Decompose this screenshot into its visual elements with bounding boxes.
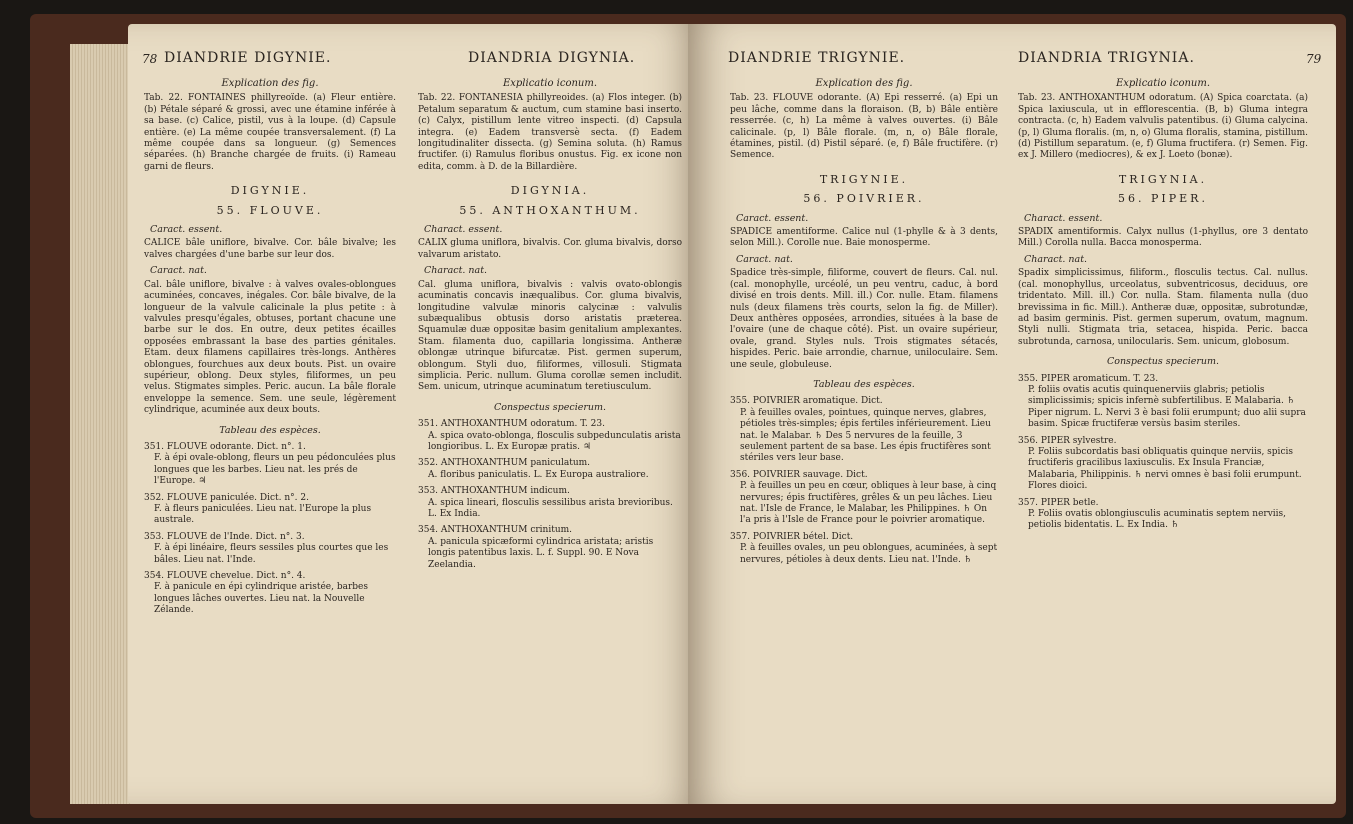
species-entry: 356. POIVRIER sauvage. Dict. P. à feuilles un peu en cœur, obliques à leur base, à cinq nervures; épis fructifères, grêles & un peu lâches. Lieu nat. l'Isle de France, le Malabar, les Philippines. ♄ On l'a pris à l'Isle de France pour le poivrier aromatique. xyxy=(730,469,997,526)
species-entry: 357. PIPER betle. P. Foliis ovatis oblongiusculis acuminatis septem nerviis, petiolis bidentatis. L. Ex India. ♄ xyxy=(1018,497,1287,531)
species-table-heading: Conspectus specierum. xyxy=(1106,356,1220,368)
essential-char-text: SPADICE amentiforme. Calice nul (1-phylle & à 3 dents, selon Mill.). Corolle nue. Baie monosperme. xyxy=(730,227,998,249)
species-entry: 351. FLOUVE odorante. Dict. n°. 1. F. à épi ovale-oblong, fleurs un peu pédonculées plus longues que les barbes. Lieu nat. les prés de l'Europe. ♃ xyxy=(144,441,396,487)
french-column xyxy=(144,78,396,622)
genus-heading: 55. ANTHOXANTHUM. xyxy=(459,203,641,217)
species-table-heading: Tableau des espèces. xyxy=(219,424,321,436)
natural-char-heading: Charact. nat. xyxy=(424,265,488,277)
french-column xyxy=(730,78,998,571)
natural-char-text: Cal. bâle uniflore, bivalve : à valves ovales-oblongues acuminées, concaves, inégales. Cor. bâle bivalve, de la longueur de la valvule calicinale la plus petite : à valvules presqu'égales, obtuses, portant chacune une barbe sur le dos. En outre, deux petites écailles opposées embrassant la base des parties génitales. Etam. deux filamens capillaires très-longs. Anthères oblongues, fourchues aux deux bouts. Pist. un ovaire supérieur, oblong. Deux styles, filiformes, un peu velus. Stigmates simples. Peric. aucun. La bâle florale enveloppe la semence. Sem. une seule, légèrement cylindrique, acuminée aux deux bouts. xyxy=(144,279,396,416)
explication-heading: Explication des fig. xyxy=(815,78,913,89)
natural-char-heading: Charact. nat. xyxy=(1024,253,1088,265)
species-entry: 355. PIPER aromaticum. T. 23. P. foliis ovatis acutis quinquenerviis glabris; petiolis simplicissimis; spicis infernè subfertilibus. E Malabaria. ♄ Piper nigrum. L. Nervi 3 è basi folii erumpunt; duo alii supra basim. Spicæ fructiferæ versùs basim steriles. xyxy=(1018,373,1306,430)
latin-column xyxy=(418,78,682,576)
species-entry: 352. FLOUVE paniculée. Dict. n°. 2. F. à fleurs paniculées. Lieu nat. l'Europe la plus australe. xyxy=(144,492,372,526)
species-table-heading: Tableau des espèces. xyxy=(813,378,915,390)
explication-heading: Explication des fig. xyxy=(221,78,319,89)
essential-char-heading: Caract. essent. xyxy=(150,224,223,236)
order-heading: TRIGYNIE. xyxy=(819,172,909,186)
plate-caption: Tab. 23. FLOUVE odorante. (A) Epi resserré. (a) Epi un peu lâche, comme dans la floraison. (B, b) Bâle entière resserrée. (c, h) La même à valves ouvertes. (i) Bâle calicinale. (p, l) Bâle florale. (m, n, o) Bâle florale, étamines, pistil. (d) Pistil séparé. (e, f) Bâle fructifère. (r) Semence. xyxy=(730,93,998,161)
natural-char-heading: Caract. nat. xyxy=(150,265,207,277)
species-entry: 351. ANTHOXANTHUM odoratum. T. 23. A. spica ovato-oblonga, flosculis subpedunculatis arista longioribus. L. Ex Europæ pratis. ♃ xyxy=(418,419,681,452)
species-entry: 356. PIPER sylvestre. P. Foliis subcordatis basi obliquatis quinque nerviis, spicis fructiferis gracilibus laxiusculis. Ex Insula Franciæ, Malabaria, Philippinis. ♄ nervi omnes è basi folii erumpunt. Flores dioici. xyxy=(1018,435,1302,492)
species-entry: 354. FLOUVE chevelue. Dict. n°. 4. F. à panicule en épi cylindrique aristée, barbes longues lâches ouvertes. Lieu nat. la Nouvelle Zélande. xyxy=(144,571,368,616)
species-entry: 353. ANTHOXANTHUM indicum. A. spica lineari, flosculis sessilibus arista brevioribus. L. Ex India. xyxy=(418,486,673,519)
book-spread xyxy=(30,14,1346,818)
plate-caption: Tab. 22. FONTANESIA phillyreoides. (a) Flos integer. (b) Petalum separatum & auctum, cum stamine basi inserto. (c) Calyx, pistillum lente vitreo inspecti. (d) Capsula integra. (e) Eadem transversè secta. (f) Eadem longitudinaliter dissecta. (g) Semina soluta. (h) Ramus fructifer. (i) Ramulus floribus onustus. Fig. ex icone non edita, comm. à D. de la Billardière. xyxy=(418,93,682,172)
essential-char-heading: Caract. essent. xyxy=(736,212,809,224)
essential-char-heading: Charact. essent. xyxy=(1024,212,1103,224)
order-heading: DIGYNIE. xyxy=(230,184,310,198)
explicatio-heading: Explicatio iconum. xyxy=(1115,78,1211,89)
genus-heading: 56. POIVRIER. xyxy=(803,192,925,206)
species-entry: 353. FLOUVE de l'Inde. Dict. n°. 3. F. à épi linéaire, fleurs sessiles plus courtes que les bâles. Lieu nat. l'Inde. xyxy=(144,531,389,565)
left-page xyxy=(128,24,700,804)
species-entry: 352. ANTHOXANTHUM paniculatum. A. floribus paniculatis. L. Ex Europa australiore. xyxy=(418,458,649,480)
page-number: 79 xyxy=(1306,52,1322,66)
running-head-la: DIANDRIA TRIGYNIA. xyxy=(1018,50,1195,66)
page-number: 78 xyxy=(142,52,158,66)
running-head-fr: DIANDRIE DIGYNIE. xyxy=(164,50,332,66)
species-entry: 354. ANTHOXANTHUM crinitum. A. panicula spicæformi cylindrica aristata; aristis longis patentibus laxis. L. f. Suppl. 90. E Nova Zeelandia. xyxy=(418,525,654,570)
essential-char-text: CALICE bâle uniflore, bivalve. Cor. bâle bivalve; les valves chargées d'une barbe sur leur dos. xyxy=(144,238,396,260)
latin-column xyxy=(1018,78,1308,537)
order-heading: DIGYNIA. xyxy=(510,184,590,198)
genus-heading: 56. PIPER. xyxy=(1118,192,1208,206)
natural-char-text: Spadix simplicissimus, filiform., flosculis tectus. Cal. nullus. (cal. monophyllus, urceolatus, subventricosus, deciduus, ore tridentato. Mill. ill.) Cor. nulla. Stam. filamenta nulla (duo brevissima in fic. Mill.). Antheræ duæ, oppositæ, subrotundæ, ad basim germinis. Pist. germen superum, ovatum, magnum. Styli nulli. Stigmata tria, setacea, hispida. Peric. bacca subrotunda, carnosa, unilocularis. Sem. unicum, globosum. xyxy=(1018,268,1308,347)
plate-caption: Tab. 23. ANTHOXANTHUM odoratum. (A) Spica coarctata. (a) Spica laxiuscula, ut in efflorescentia. (B, b) Gluma integra contracta. (c, h) Eadem valvulis patentibus. (i) Gluma calycina. (p, l) Gluma floralis. (m, n, o) Gluma floralis, stamina, pistillum. (d) Pistillum separatum. (e, f) Gluma fructifera. (r) Semen. Fig. ex J. Millero (mediocres), & ex J. Loeto (bonæ). xyxy=(1018,93,1308,161)
genus-heading: 55. FLOUVE. xyxy=(216,203,324,217)
essential-char-text: SPADIX amentiformis. Calyx nullus (1-phyllus, ore 3 dentato Mill.) Corolla nulla. Bacca monosperma. xyxy=(1018,227,1308,249)
right-page xyxy=(688,24,1336,804)
order-heading: TRIGYNIA. xyxy=(1118,172,1208,186)
explicatio-heading: Explicatio iconum. xyxy=(502,78,598,89)
plate-caption: Tab. 22. FONTAINES phillyreoïde. (a) Fleur entière. (b) Pétale séparé & grossi, avec une étamine inférée à sa base. (c) Calice, pistil, vus à la loupe. (d) Capsule entière. (e) La même coupée transversalement. (f) La même coupée dans sa longueur. (g) Semences séparées. (h) Branche chargée de fruits. (i) Rameau garni de fleurs. xyxy=(144,93,396,172)
species-entry: 357. POIVRIER bétel. Dict. P. à feuilles ovales, un peu oblongues, acuminées, à sept nervures, pétioles à deux dents. Lieu nat. l'Inde. ♄ xyxy=(730,531,998,565)
essential-char-heading: Charact. essent. xyxy=(424,224,503,236)
natural-char-heading: Caract. nat. xyxy=(736,253,793,265)
natural-char-text: Cal. gluma uniflora, bivalvis : valvis ovato-oblongis acuminatis concavis inæqualibus. Cor. gluma bivalvis, longitudine valvulæ minoris calycinæ : valvulis subæqualibus obtusis dorso aristatis præterea. Squamulæ duæ oppositæ basim genitalium amplexantes. Stam. filamenta duo, capillaria longissima. Antheræ oblongæ utrinque bifurcatæ. Pist. germen superum, oblongum. Styli duo, filiformes, villosuli. Stigmata simplicia. Peric. nullum. Gluma corollæ semen includit. Sem. unicum, utrinque acuminatum teretiusculum. xyxy=(418,279,682,393)
running-head-la: DIANDRIA DIGYNIA. xyxy=(468,50,636,66)
natural-char-text: Spadice très-simple, filiforme, couvert de fleurs. Cal. nul. (cal. monophylle, urcéolé, un peu ventru, caduc, à bord divisé en trois dents. Mill. ill.) Cor. nulle. Etam. filamens nuls (deux filamens très courts, selon la fig. de Miller). Deux anthères opposées, arrondies, situées à la base de l'ovaire (une de chaque côté). Pist. un ovaire supérieur, ovale, grand. Styles nuls. Trois stigmates sétacés, hispides. Peric. baie arrondie, charnue, uniloculaire. Sem. une seule, globuleuse. xyxy=(730,268,998,370)
species-table-heading: Conspectus specierum. xyxy=(493,401,607,413)
essential-char-text: CALIX gluma uniflora, bivalvis. Cor. gluma bivalvis, dorso valvarum aristato. xyxy=(418,238,682,260)
running-head-fr: DIANDRIE TRIGYNIE. xyxy=(728,50,906,66)
species-entry: 355. POIVRIER aromatique. Dict. P. à feuilles ovales, pointues, quinque nerves, glabres, pétioles très-simples; épis fertiles inférieurement. Lieu nat. le Malabar. ♄ Des 5 nervures de la feuille, 3 seulement partent de sa base. Les épis fructifères sont stériles vers leur base. xyxy=(730,396,991,464)
